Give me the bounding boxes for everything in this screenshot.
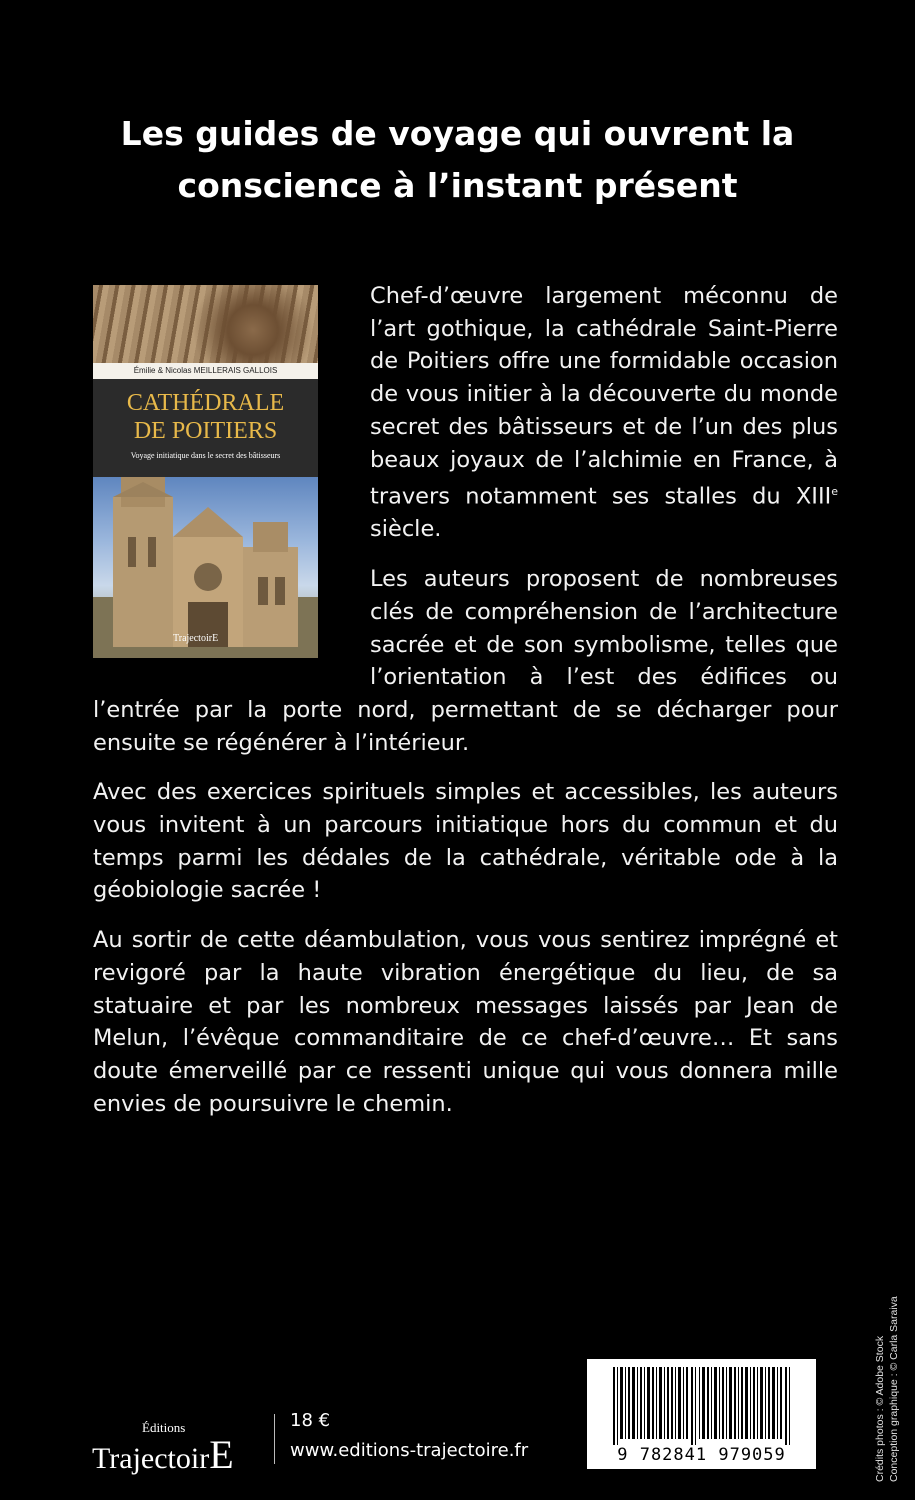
logo-name-main: Trajectoir — [92, 1442, 210, 1475]
website-link[interactable]: www.editions-trajectoire.fr — [290, 1440, 529, 1461]
cover-title-line-2: DE POITIERS — [133, 418, 278, 444]
body-text — [93, 280, 838, 1137]
footer-divider — [274, 1414, 275, 1464]
barcode-number: 9 782841 979059 — [617, 1445, 786, 1465]
cover-subtitle: Voyage initiatique dans le secret des bâtisseurs — [130, 451, 281, 460]
cover-publisher-logo: TrajectoirE — [173, 633, 219, 644]
credits-photos: Crédits photos : © Adobe Stock — [874, 1335, 886, 1482]
paragraph-2: Les auteurs proposent de nombreuses clés de compréhension de l’architecture sacrée et de son symbolisme, telles que l’orientation à l’est des édifices ou l’entrée par la porte nord, permettant de se décharger pour ensuite se régénérer à l’intérieur. — [93, 566, 838, 756]
price: 18 € — [290, 1410, 331, 1431]
headline-line-2: conscience à l’instant présent — [177, 166, 738, 205]
paragraph-1-end: siècle. — [370, 516, 442, 543]
barcode — [587, 1359, 816, 1469]
headline-line-1: Les guides de voyage qui ouvrent la — [120, 114, 795, 153]
superscript-e: e — [831, 485, 838, 499]
logo-name-end: E — [209, 1432, 234, 1477]
paragraph-4: Au sortir de cette déambulation, vous vous sentirez imprégné et revigoré par la haute vibration énergétique du lieu, de sa statuaire et par les nombreux messages laissés par Jean de Melun, l’évêque commanditaire de ce chef-d’œuvre… Et sans doute émerveillé par ce ressenti unique qui vous donnera mille envies de poursuivre le chemin. — [93, 927, 838, 1117]
paragraph-1-text: Chef-d’œuvre largement méconnu de l’art gothique, la cathédrale Saint-Pierre de Poitiers offre une formidable occasion de vous initier à la découverte du monde secret des bâtisseurs et de l’un des plus beaux joyaux de l’alchimie en France, à travers notamment ses stalles du XIII — [370, 283, 838, 510]
image-credits — [873, 1182, 901, 1482]
logo-editions: Éditions — [142, 1420, 186, 1435]
book-cover-thumbnail — [93, 285, 318, 658]
headline — [60, 108, 855, 212]
cover-portal-photo — [93, 285, 318, 365]
logo-name — [92, 1431, 234, 1478]
credits-design: Conception graphique : © Carla Saraiva — [888, 1296, 900, 1482]
publisher-logo — [92, 1412, 242, 1477]
cover-title-line-1: CATHÉDRALE — [126, 390, 285, 416]
paragraph-3: Avec des exercices spirituels simples et accessibles, les auteurs vous invitent à un parcours initiatique hors du commun et du temps parmi les dédales de la cathédrale, véritable ode à la géobiologie sacrée ! — [93, 779, 838, 904]
cover-authors: Émilie & Nicolas MEILLERAIS GALLOIS — [93, 363, 318, 379]
cover-title — [93, 389, 318, 445]
